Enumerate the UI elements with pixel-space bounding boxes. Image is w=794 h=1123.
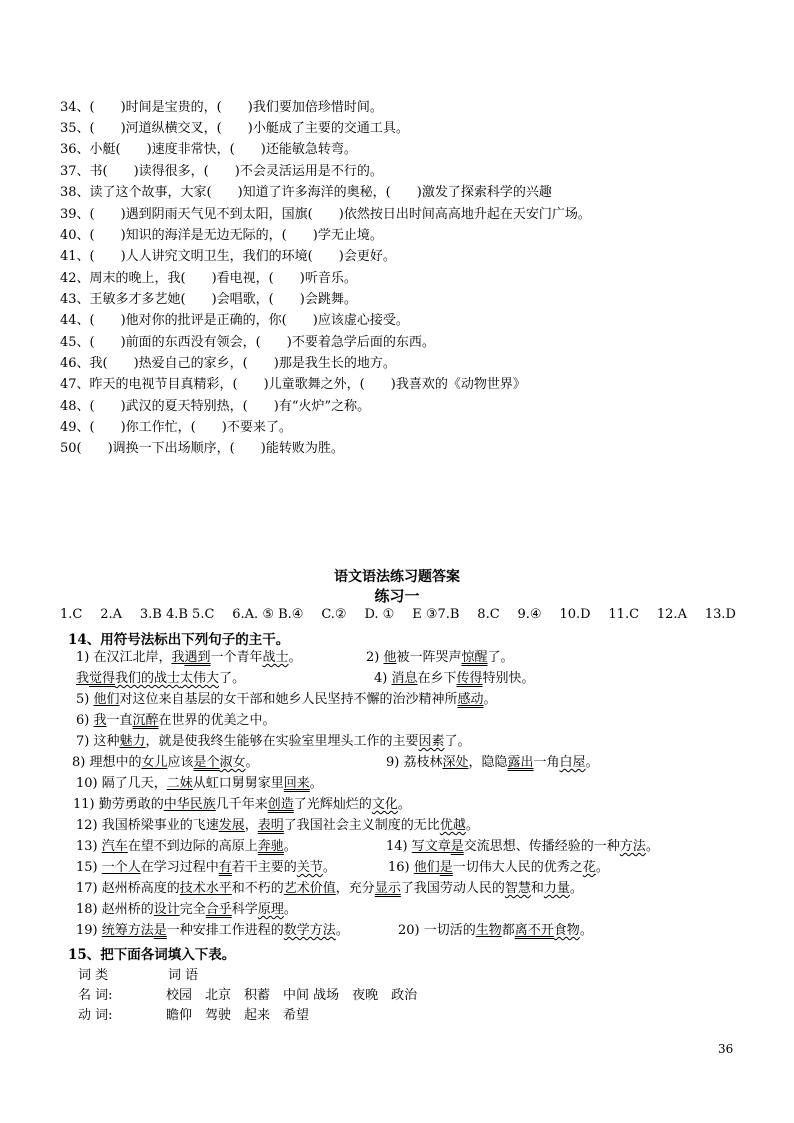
sentence-text: 在世界的优美之中。 bbox=[158, 713, 276, 728]
sentence-text: 。 bbox=[283, 902, 297, 917]
predicate-mark: 惊醒 bbox=[461, 650, 488, 665]
sentence-text: 8) 理想中的 bbox=[72, 755, 142, 770]
answer-item: 10.D bbox=[559, 607, 591, 622]
sentence-text: 18) 赵州桥的 bbox=[76, 902, 154, 917]
sentence-text: 一直 bbox=[106, 713, 133, 728]
sentence-text: 2) bbox=[366, 650, 384, 665]
object-mark: 太伟大 bbox=[180, 671, 220, 686]
sentence-text: 从虹口舅舅家里 bbox=[192, 776, 284, 791]
predicate-mark: 表明 bbox=[257, 818, 284, 833]
sentence-text: 15) bbox=[76, 860, 102, 875]
sentence-text: 交流思想、传播经验的一种 bbox=[463, 839, 620, 854]
sentence-text: 都 bbox=[501, 923, 515, 938]
object-mark: 文化 bbox=[371, 797, 398, 812]
sentence-16 bbox=[388, 860, 609, 876]
sentence-text: 10) 隔了几天， bbox=[76, 776, 167, 791]
subject-mark: 写文章 bbox=[411, 839, 451, 854]
sentence-text: 。 bbox=[645, 839, 659, 854]
predicate-mark: 沉醉 bbox=[132, 713, 159, 728]
predicate-mark: 遇到 bbox=[184, 650, 211, 665]
object-mark: 关节 bbox=[296, 860, 323, 875]
sentence-text: 几千年来 bbox=[215, 797, 268, 812]
section-14-title: 14、用符号法标出下列句子的主干。 bbox=[68, 632, 290, 648]
sentence-text: 20) 一切活的 bbox=[398, 923, 476, 938]
question-46: 46、我( )热爱自己的家乡，( )那是我生长的地方。 bbox=[60, 356, 396, 371]
sentence-text: 了。 bbox=[487, 650, 514, 665]
exercise-title: 练习一 bbox=[374, 587, 420, 605]
sentence-text: 应该 bbox=[167, 755, 194, 770]
sentence-text: 7) 这种 bbox=[76, 734, 120, 749]
answer-item: C.② bbox=[321, 607, 347, 622]
sentence-text: 特别快。 bbox=[482, 671, 535, 686]
predicate-mark: 奔驰 bbox=[257, 839, 284, 854]
subject-mark: 我 bbox=[171, 650, 185, 665]
sentence-text: 13) bbox=[76, 839, 102, 854]
sentence-text: 在望不到边际的高原上 bbox=[127, 839, 258, 854]
sentence-3 bbox=[76, 671, 245, 687]
question-35: 35、( )河道纵横交叉，( )小艇成了主要的交通工具。 bbox=[60, 121, 409, 136]
sentence-text: 12) 我国桥梁事业的飞速 bbox=[76, 818, 219, 833]
sentence-text: 和 bbox=[530, 881, 544, 896]
answer-item: 6.A. ⑤ B.④ bbox=[232, 607, 304, 622]
sentence-8 bbox=[72, 755, 259, 771]
question-44: 44、( )他对你的批评是正确的，你( )应该虚心接受。 bbox=[60, 313, 409, 328]
question-41: 41、( )人人讲究文明卫生，我们的环境( )会更好。 bbox=[60, 249, 396, 264]
subject-mark: 中华民族 bbox=[163, 797, 216, 812]
question-47: 47、昨天的电视节目真精彩，( )儿童歌舞之外，( )我喜欢的《动物世界》 bbox=[60, 377, 526, 392]
sentence-text: 在学习过程中 bbox=[140, 860, 219, 875]
answer-line bbox=[60, 607, 736, 622]
sentence-text: 一切伟大人民的优秀之 bbox=[452, 860, 583, 875]
question-38: 38、读了这个故事，大家( )知道了许多海洋的奥秘，( )激发了探索科学的兴趣 bbox=[60, 185, 552, 200]
subject-mark: 他们 bbox=[93, 692, 120, 707]
sentence-text: 。 bbox=[245, 755, 259, 770]
question-40: 40、( )知识的海洋是无边无际的，( )学无止境。 bbox=[60, 228, 383, 243]
predicate-mark: 离不开 bbox=[514, 923, 554, 938]
sentence-text: 一种安排工作进程的 bbox=[166, 923, 284, 938]
question-34: 34、( )时间是宝贵的，( )我们要加倍珍惜时间。 bbox=[60, 100, 383, 115]
predicate-mark: 是 bbox=[153, 923, 167, 938]
sentence-text: 一个青年 bbox=[210, 650, 263, 665]
answer-item: 11.C bbox=[608, 607, 640, 622]
object-mark: 力量 bbox=[543, 881, 570, 896]
sentence-text: 对这位来自基层的女干部和她乡人民坚持不懈的治沙精神所 bbox=[119, 692, 458, 707]
predicate-mark: 是 bbox=[439, 860, 453, 875]
answer-item: 13.D bbox=[704, 607, 736, 622]
sentence-18 bbox=[76, 902, 297, 918]
object-mark: 优越 bbox=[439, 818, 466, 833]
sentence-5 bbox=[76, 692, 497, 708]
predicate-mark: 创造 bbox=[267, 797, 294, 812]
question-43: 43、王敏多才多艺她( )会唱歌，( )会跳舞。 bbox=[60, 292, 357, 307]
question-39: 39、( )遇到阴雨天气见不到太阳，国旗( )依然按日出时间高高地升起在天安门广场。 bbox=[60, 207, 591, 222]
sentence-text: 。 bbox=[309, 776, 323, 791]
sentence-text: 科学 bbox=[231, 902, 258, 917]
subject-mark: 艺术价值 bbox=[283, 881, 336, 896]
sentence-text: 6) bbox=[76, 713, 94, 728]
sentence-text: 在乡下 bbox=[417, 671, 457, 686]
sentence-15 bbox=[76, 860, 336, 876]
question-49: 49、( )你工作忙，( )不要来了。 bbox=[60, 420, 292, 435]
noun-label: 名 词: bbox=[78, 988, 113, 1003]
sentence-text: 17) 赵州桥高度的 bbox=[76, 881, 180, 896]
sentence-19 bbox=[76, 923, 349, 939]
noun-words: 校园 北京 积蓄 中间 战场 夜晚 政治 bbox=[166, 988, 418, 1003]
subject-mark: 生物 bbox=[475, 923, 502, 938]
sentence-text: ，隐隐 bbox=[468, 755, 508, 770]
subject-mark: 女儿 bbox=[141, 755, 168, 770]
question-50: 50( )调换一下出场顺序，( )能转败为胜。 bbox=[60, 441, 344, 456]
question-37: 37、书( )读得很多，( )不会灵活运用是不行的。 bbox=[60, 164, 383, 179]
object-mark: 我们的战士 bbox=[115, 671, 181, 686]
question-48: 48、( )武汉的夏天特别热，( )有“火炉”之称。 bbox=[60, 399, 371, 414]
object-mark: 食物 bbox=[553, 923, 580, 938]
subject-mark: 设计 bbox=[153, 902, 180, 917]
sentence-text: 了我国劳动人民的 bbox=[400, 881, 505, 896]
sentence-text: 4) bbox=[374, 671, 392, 686]
sentence-14 bbox=[386, 839, 659, 855]
sentence-text: 19) bbox=[76, 923, 102, 938]
answer-item: 3.B 4.B 5.C bbox=[139, 607, 215, 622]
sentence-12 bbox=[76, 818, 479, 834]
sentence-text: ， bbox=[244, 818, 258, 833]
predicate-mark: 回来 bbox=[283, 776, 310, 791]
sentence-4 bbox=[374, 671, 535, 687]
subject-mark: 他们 bbox=[413, 860, 440, 875]
question-42: 42、周末的晚上，我( )看电视，( )听音乐。 bbox=[60, 271, 357, 286]
object-mark: 智慧 bbox=[504, 881, 531, 896]
object-mark: 花 bbox=[582, 860, 596, 875]
answer-item: E ③7.B bbox=[412, 607, 460, 622]
sentence-text: 1) 在汉江北岸， bbox=[76, 650, 172, 665]
subject-mark: 一个人 bbox=[101, 860, 141, 875]
subject-mark: 二妹 bbox=[166, 776, 193, 791]
subject-mark: 魅力 bbox=[119, 734, 146, 749]
predicate-mark: 感动 bbox=[457, 692, 484, 707]
sentence-text: 若干主要的 bbox=[231, 860, 297, 875]
sentence-text: ，充分 bbox=[335, 881, 375, 896]
sentence-text: 完全 bbox=[179, 902, 206, 917]
predicate-mark: 显示 bbox=[374, 881, 401, 896]
verb-label: 动 词: bbox=[78, 1008, 113, 1023]
sentence-text: 11) 勤劳勇敢的 bbox=[73, 797, 164, 812]
sentence-text: 5) bbox=[76, 692, 94, 707]
sentence-text: 了光辉灿烂的 bbox=[293, 797, 372, 812]
table-header-words: 词 语 bbox=[168, 968, 199, 983]
sentence-text: 了。 bbox=[444, 734, 471, 749]
sentence-13 bbox=[76, 839, 297, 855]
subject-mark: 汽车 bbox=[101, 839, 128, 854]
object-mark: 原理 bbox=[257, 902, 284, 917]
predicate-mark: 有 bbox=[218, 860, 232, 875]
question-36: 36、小艇( )速度非常快，( )还能敏急转弯。 bbox=[60, 142, 357, 157]
sentence-text: 。 bbox=[465, 818, 479, 833]
subject-mark: 我 bbox=[76, 671, 90, 686]
sentence-9 bbox=[386, 755, 599, 771]
question-45: 45、( )前面的东西没有领会，( )不要着急学后面的东西。 bbox=[60, 335, 435, 350]
sentence-text: 14) bbox=[386, 839, 412, 854]
object-mark: 淑女 bbox=[219, 755, 246, 770]
sentence-10 bbox=[76, 776, 323, 792]
sentence-7 bbox=[76, 734, 471, 750]
sentence-text: 。 bbox=[579, 923, 593, 938]
subject-mark: 技术水平 bbox=[179, 881, 232, 896]
subject-mark: 发展 bbox=[218, 818, 245, 833]
predicate-mark: 觉得 bbox=[89, 671, 116, 686]
object-mark: 方法 bbox=[619, 839, 646, 854]
sentence-text: 16) bbox=[388, 860, 414, 875]
answer-item: 2.A bbox=[100, 607, 123, 622]
predicate-mark: 合乎 bbox=[205, 902, 232, 917]
predicate-mark: 露出 bbox=[507, 755, 534, 770]
sentence-1 bbox=[76, 650, 302, 666]
sentence-text: 。 bbox=[483, 692, 497, 707]
answer-item: 8.C bbox=[477, 607, 500, 622]
section-15-title: 15、把下面各词填入下表。 bbox=[68, 947, 236, 963]
verb-words: 瞻仰 驾驶 起来 希望 bbox=[166, 1008, 310, 1023]
sentence-text: 。 bbox=[397, 797, 411, 812]
sentence-text: 。 bbox=[335, 923, 349, 938]
sentence-2 bbox=[366, 650, 514, 666]
sentence-17 bbox=[76, 881, 583, 897]
predicate-mark: 是 bbox=[450, 839, 464, 854]
object-mark: 白屋 bbox=[559, 755, 586, 770]
sentence-text: ，就是使我终生能够在实验室里埋头工作的主要 bbox=[145, 734, 419, 749]
sentence-20 bbox=[398, 923, 593, 939]
page-number: 36 bbox=[718, 1042, 734, 1056]
sentence-6 bbox=[76, 713, 276, 729]
sentence-text: 。 bbox=[288, 650, 302, 665]
sentence-text: 。 bbox=[585, 755, 599, 770]
answer-item: 9.④ bbox=[517, 607, 542, 622]
object-mark: 数学方法 bbox=[283, 923, 336, 938]
sentence-text: 9) 荔枝林 bbox=[386, 755, 443, 770]
object-mark: 战士 bbox=[262, 650, 289, 665]
subject-mark: 消息 bbox=[391, 671, 418, 686]
subject-mark: 我 bbox=[93, 713, 107, 728]
subject-mark: 他 bbox=[383, 650, 397, 665]
predicate-mark: 传得 bbox=[456, 671, 483, 686]
answer-item: D. ① bbox=[364, 607, 395, 622]
answers-title: 语文语法练习题答案 bbox=[334, 569, 460, 585]
sentence-text: 。 bbox=[322, 860, 336, 875]
predicate-mark: 是个 bbox=[193, 755, 220, 770]
sentence-text: 和不朽的 bbox=[231, 881, 284, 896]
sentence-11 bbox=[73, 797, 411, 813]
answer-item: 12.A bbox=[656, 607, 687, 622]
sentence-text: 了我国社会主义制度的无比 bbox=[283, 818, 440, 833]
sentence-text: 被一阵哭声 bbox=[396, 650, 462, 665]
table-header-word-class: 词 类 bbox=[78, 968, 109, 983]
sentence-text: 一角 bbox=[533, 755, 560, 770]
sentence-text: 。 bbox=[283, 839, 297, 854]
answer-item: 1.C bbox=[60, 607, 83, 622]
subject-mark: 深处 bbox=[442, 755, 469, 770]
object-mark: 因素 bbox=[418, 734, 445, 749]
sentence-text: 。 bbox=[569, 881, 583, 896]
subject-mark: 统筹方法 bbox=[101, 923, 154, 938]
sentence-text: 。 bbox=[595, 860, 609, 875]
sentence-text: 了。 bbox=[219, 671, 246, 686]
